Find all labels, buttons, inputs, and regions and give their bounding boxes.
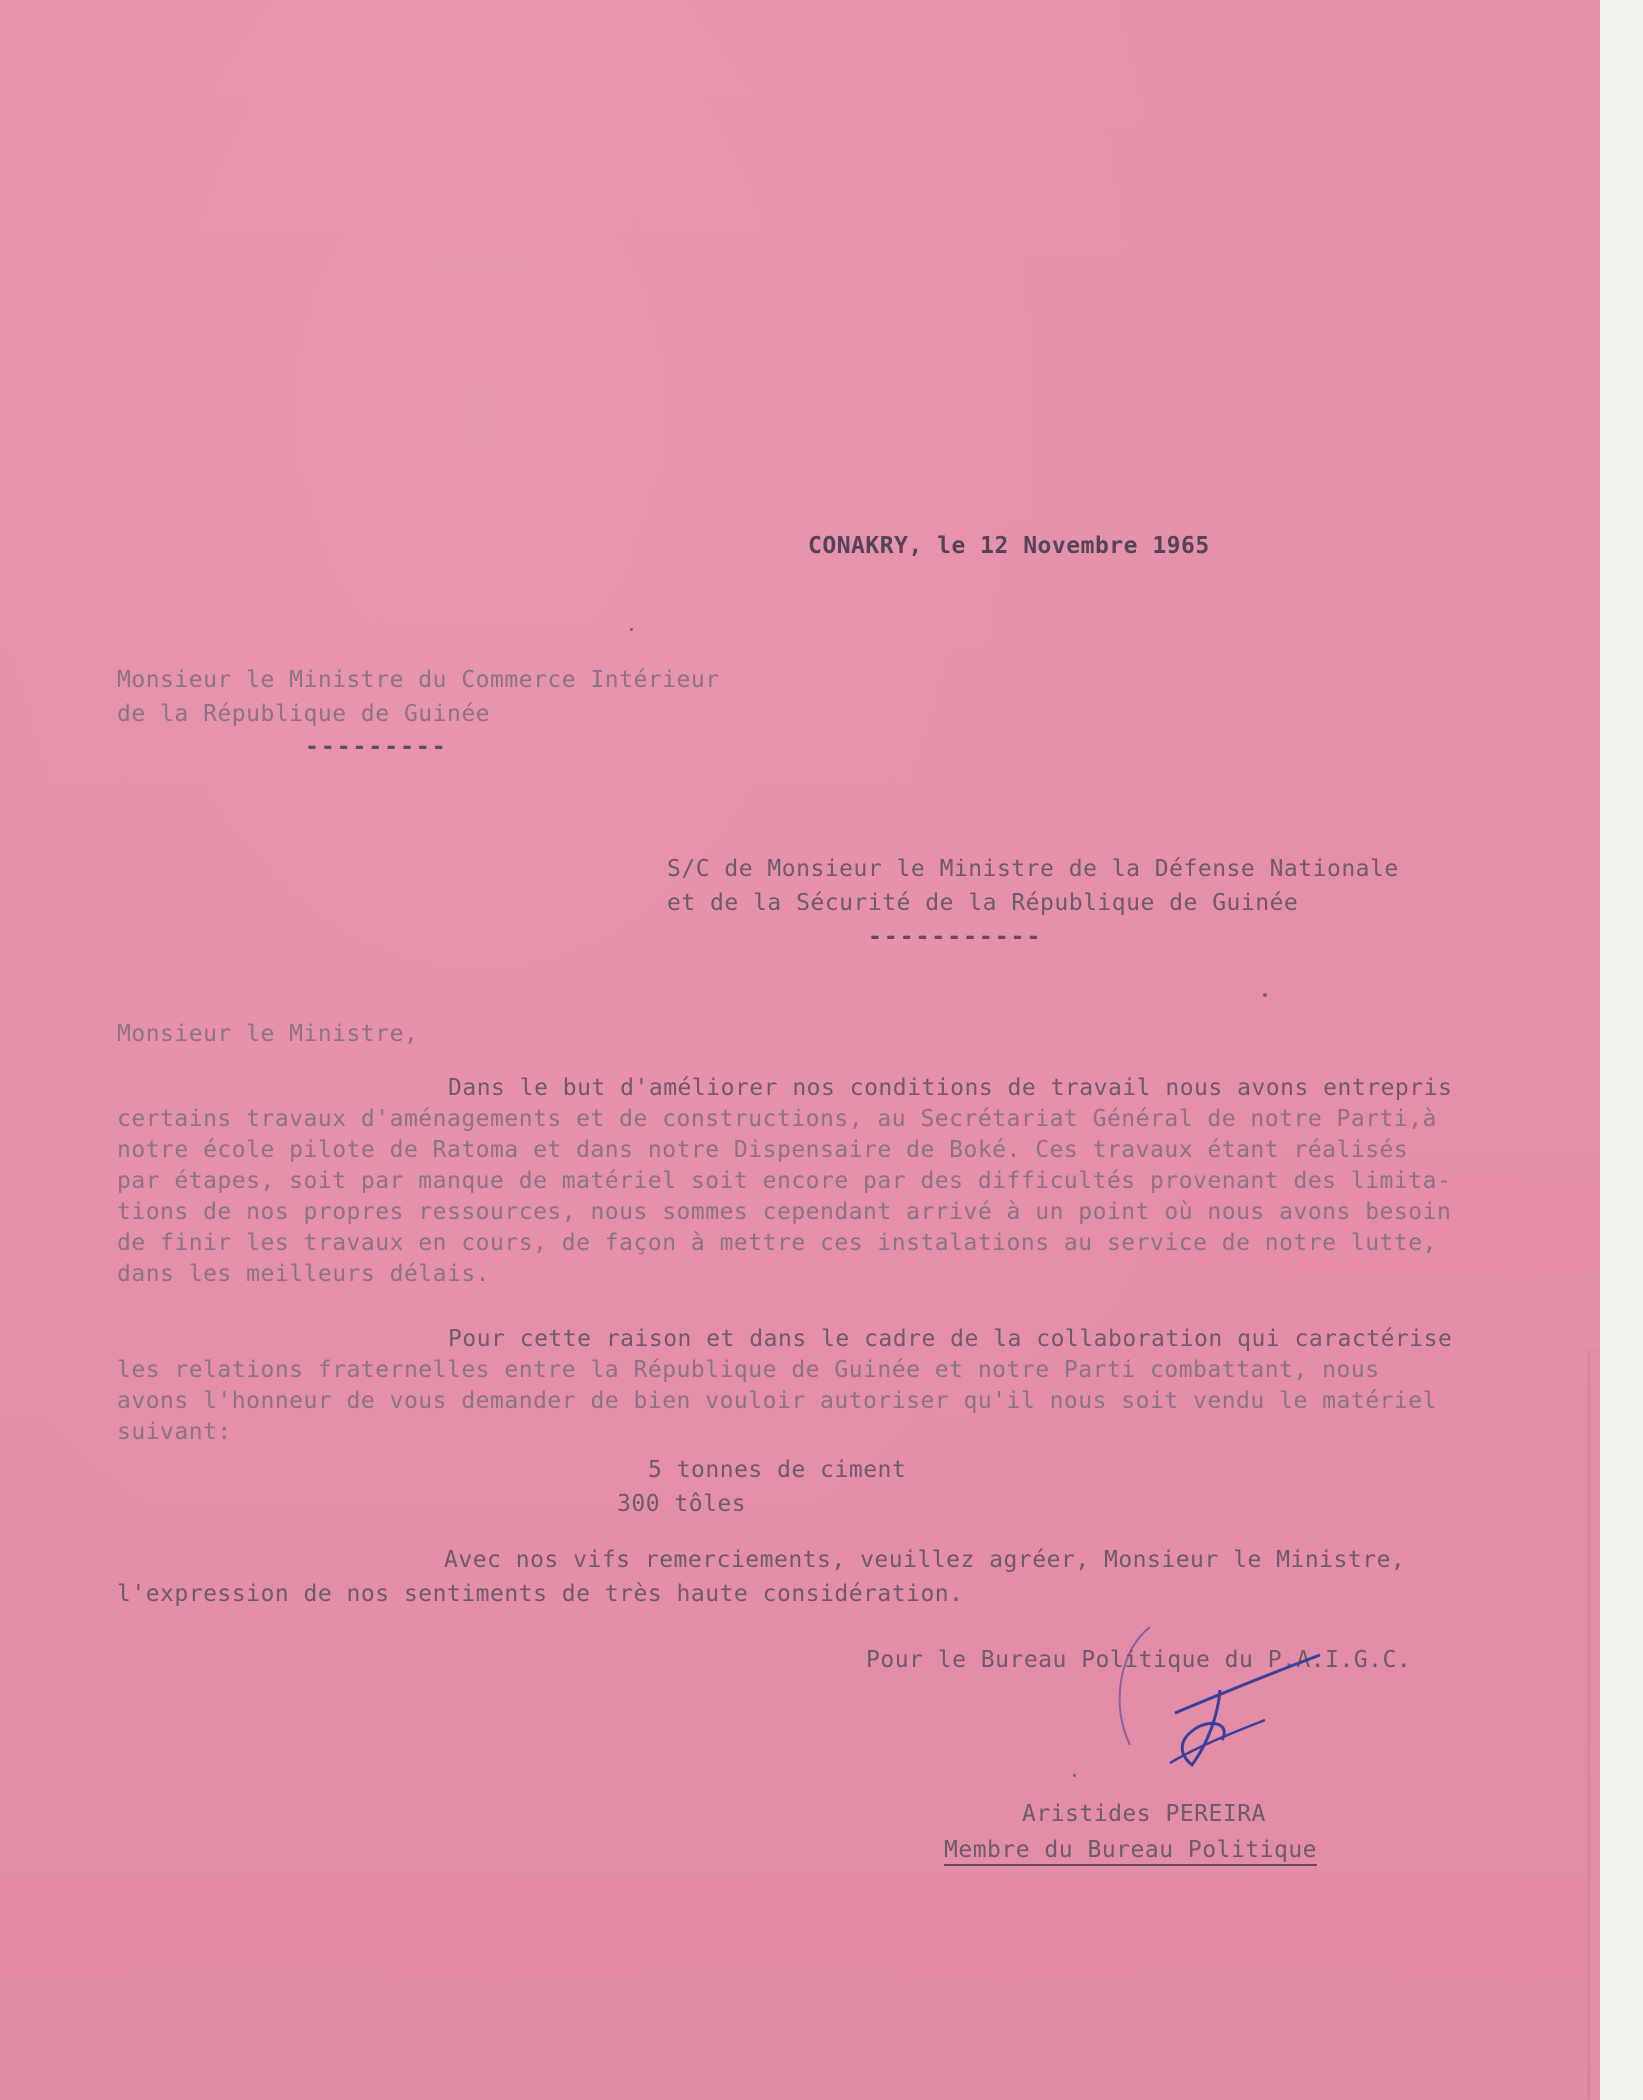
recipient-line-1: Monsieur le Ministre du Commerce Intérieur (117, 667, 720, 693)
paragraph2-line-2: les relations fraternelles entre la République de Guinée et notre Parti combattant, nous (117, 1357, 1380, 1383)
paper-edge-strip (1590, 1350, 1600, 2100)
handwritten-signature (1080, 1615, 1340, 1785)
recipient-rule: --------- (305, 734, 448, 760)
paper-speck (1263, 993, 1267, 997)
via-line-2: et de la Sécurité de la République de Guinée (667, 890, 1299, 916)
paragraph2-line-1: Pour cette raison et dans le cadre de la collaboration qui caractérise (448, 1326, 1453, 1352)
salutation: Monsieur le Ministre, (117, 1021, 419, 1047)
paper-speck (1073, 1774, 1076, 1777)
recipient-line-2: de la République de Guinée (117, 701, 491, 727)
paragraph1-line-3: notre école pilote de Ratoma et dans notre Dispensaire de Boké. Ces travaux étant réalisés (117, 1137, 1409, 1163)
via-line-1: S/C de Monsieur le Ministre de la Défense Nationale (667, 856, 1399, 882)
closing-line-2: l'expression de nos sentiments de très haute considération. (117, 1581, 964, 1607)
paragraph1-line-1: Dans le but d'améliorer nos conditions de travail nous avons entrepris (448, 1075, 1453, 1101)
paragraph1-line-7: dans les meilleurs délais. (117, 1261, 491, 1287)
paper-speck (630, 628, 633, 631)
paragraph2-line-3: avons l'honneur de vous demander de bien vouloir autoriser qu'il nous soit vendu le matériel (117, 1388, 1437, 1414)
signatory-name: Aristides PEREIRA (1022, 1801, 1266, 1827)
date-line: CONAKRY, le 12 Novembre 1965 (808, 533, 1210, 559)
paragraph1-line-6: de finir les travaux en cours, de façon à mettre ces instalations au service de notre lutte, (117, 1230, 1437, 1256)
sign-line: Pour le Bureau Politique du P.A.I.G.C. (866, 1647, 1412, 1673)
closing-line-1: Avec nos vifs remerciements, veuillez agréer, Monsieur le Ministre, (444, 1547, 1406, 1573)
signatory-title-text: Membre du Bureau Politique (944, 1837, 1317, 1866)
signatory-title (944, 1834, 1317, 1866)
via-rule: ----------- (868, 924, 1043, 950)
paragraph2-line-4: suivant: (117, 1419, 232, 1445)
item-sheets: 300 tôles (617, 1491, 747, 1517)
item-cement: 5 tonnes de ciment (648, 1457, 907, 1483)
paragraph1-line-5: tions de nos propres ressources, nous sommes cependant arrivé à un point où nous avons besoin (117, 1199, 1452, 1225)
paragraph1-line-2: certains travaux d'aménagements et de constructions, au Secrétariat Général de notre Parti,à (117, 1106, 1437, 1132)
paragraph1-line-4: par étapes, soit par manque de matériel soit encore par des difficultés provenant des limita- (117, 1168, 1452, 1194)
